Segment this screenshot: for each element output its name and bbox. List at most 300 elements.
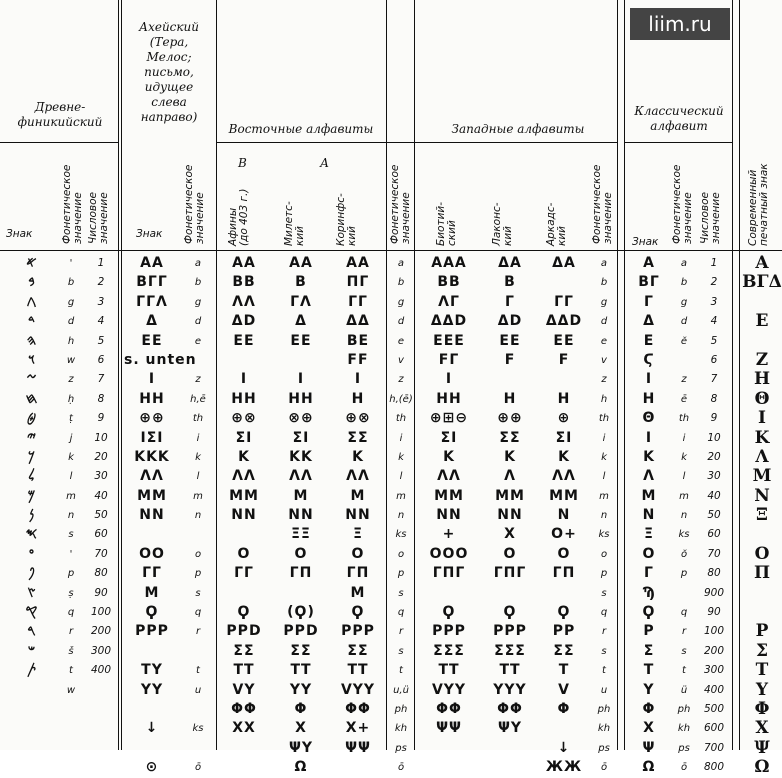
west-phon-cell: a — [600, 258, 608, 269]
east-phon-cell: k — [398, 451, 404, 463]
cls-num-cell: 900 — [703, 586, 725, 599]
cls-phon-cell: ō — [680, 762, 688, 774]
boe-sign-cell: Ι — [445, 371, 453, 388]
boe-sign-cell: ΣΙ — [440, 429, 458, 446]
ach-phon-cell: r — [195, 626, 201, 638]
mil-sign-cell: Ι — [297, 371, 305, 388]
cor-sign-cell: ΡΡΡ — [341, 623, 375, 640]
modern-cell: ΒΓΔ — [742, 272, 782, 293]
west-phon-cell: b — [600, 277, 608, 289]
phoen-sign-cell: 𐤍 — [28, 507, 36, 524]
phoen-sign-cell: 𐤕 — [26, 662, 38, 679]
mil-sign-cell: Μ — [293, 487, 309, 504]
west-phon-cell: e — [600, 335, 608, 347]
rule-groups — [216, 142, 617, 143]
ach-phon-cell: l — [196, 471, 200, 483]
header-rule — [0, 250, 782, 251]
phoen-phon-cell: ' — [69, 258, 73, 269]
cls-sign-cell: Κ — [643, 448, 655, 465]
ath-sign-cell: Ι — [240, 371, 248, 388]
ath-sign-cell: ΝΝ — [231, 507, 257, 524]
phoen-num-cell: 20 — [94, 450, 108, 463]
east-phon-cell: z — [398, 374, 404, 386]
ach-phon-cell: e — [194, 335, 202, 347]
west-phon-cell: n — [600, 510, 608, 522]
west-phon-cell: z — [601, 374, 607, 386]
phoen-sign-cell: 𐤌 — [27, 487, 37, 504]
phoen-num-cell: 300 — [90, 644, 112, 657]
col-achaean-sign — [124, 254, 197, 778]
mil-sign-cell: Φ — [294, 700, 308, 717]
boe-sign-cell: ΒΒ — [437, 274, 461, 291]
phoen-sign-cell: 𐤑 — [27, 584, 37, 601]
east-phon-cell: b — [397, 277, 405, 289]
phoen-num-cell: 1 — [97, 257, 105, 269]
cor-sign-cell: Ο — [351, 545, 365, 562]
cls-num-cell: 4 — [710, 315, 718, 328]
group-eastern: Восточные алфавиты — [228, 122, 374, 136]
arc-sign-cell — [538, 719, 590, 738]
cls-sign-cell: Ρ — [643, 623, 655, 640]
phoen-num-cell: 70 — [94, 547, 108, 560]
subgroup-a: А — [320, 156, 330, 170]
lac-sign-cell: ΔD — [497, 313, 523, 330]
lac-sign-cell: ⊕⊕ — [497, 410, 523, 427]
cls-num-cell: 500 — [703, 702, 725, 715]
arc-sign-cell: Η — [557, 390, 571, 407]
cls-sign-cell: Ε — [643, 332, 655, 349]
col-western-phonetic — [592, 254, 616, 778]
boe-sign-cell: ΛΓ — [438, 293, 460, 310]
phoen-phon-cell: ṭ — [69, 413, 73, 425]
ach-phon-cell: p — [194, 568, 202, 580]
phoen-num-cell: 90 — [94, 586, 108, 599]
subgroup-b: В — [238, 156, 247, 170]
phoen-num-cell: 2 — [97, 276, 105, 289]
arc-sign-cell: ΣΙ — [555, 429, 573, 446]
lac-sign-cell: ΓΠΓ — [493, 565, 527, 582]
boe-sign-cell — [416, 584, 482, 603]
modern-cell: Σ — [755, 640, 769, 661]
cls-sign-cell: Ν — [642, 507, 656, 524]
phoen-num-cell: 80 — [94, 567, 108, 580]
west-phon-cell: ph — [597, 703, 611, 715]
boe-sign-cell: ΜΜ — [434, 487, 464, 504]
modern-cell: Φ — [754, 698, 770, 719]
header-sign-phoenician: Знак — [6, 228, 33, 240]
cls-phon-cell: r — [681, 626, 687, 638]
mil-sign-cell: Δ — [295, 313, 307, 330]
mil-sign-cell: ⊗⊕ — [288, 410, 314, 427]
cls-num-cell: 80 — [707, 567, 721, 580]
boe-sign-cell: ΕΕΕ — [433, 332, 465, 349]
divider-classical-double — [739, 0, 740, 750]
east-phon-cell: q — [397, 607, 405, 619]
lac-sign-cell: Λ — [504, 468, 516, 485]
cls-phon-cell: ü — [680, 684, 688, 696]
east-phon-cell: g — [397, 296, 405, 308]
cls-sign-cell: Ψ — [642, 739, 656, 756]
phoen-phon-cell: m — [66, 490, 76, 502]
boe-sign-cell: Ϙ — [442, 604, 456, 621]
ach-phon-cell: d — [194, 316, 202, 328]
west-phon-cell: kh — [597, 723, 611, 735]
cls-phon-cell: l — [682, 471, 686, 483]
header-athens: Афины (до 403 г.) — [227, 188, 250, 246]
arc-sign-cell: Ο — [557, 545, 571, 562]
arc-sign-cell: ΡΡ — [552, 623, 576, 640]
divider-eastern — [386, 0, 387, 750]
boe-sign-cell: FΓ — [438, 351, 460, 368]
phoen-phon-cell: ' — [69, 548, 73, 560]
mil-sign-cell: (Ϙ) — [287, 604, 315, 621]
boe-sign-cell: ΨΨ — [436, 720, 462, 737]
ath-sign-cell: ΦΦ — [231, 700, 257, 717]
cor-sign-cell: ΣΣ — [347, 642, 369, 659]
ach-phon-cell: o — [194, 548, 202, 560]
cor-sign-cell: ΓΠ — [346, 565, 370, 582]
modern-cell: Ω — [754, 757, 770, 778]
cls-sign-cell: Γ — [644, 565, 654, 582]
ach-sign-cell: ⊕⊕ — [139, 410, 165, 427]
divider-phoenician-double — [121, 0, 122, 750]
col-eastern-phonetic — [388, 254, 414, 778]
group-classical: Классический алфавит — [634, 104, 724, 133]
cls-sign-cell: Σ — [643, 642, 655, 659]
boe-sign-cell: ΗΗ — [436, 390, 462, 407]
divider-eastern-phon — [414, 0, 415, 750]
lac-sign-cell: Κ — [504, 448, 516, 465]
arc-sign-cell: V — [558, 681, 570, 698]
arc-sign-cell: ↓ — [557, 739, 571, 756]
boe-sign-cell: ΣΣΣ — [433, 642, 465, 659]
ath-sign-cell — [218, 739, 270, 758]
ach-sign-cell: ΛΛ — [140, 468, 164, 485]
cls-num-cell: 5 — [710, 334, 718, 347]
mil-sign-cell: ΝΝ — [288, 507, 314, 524]
ach-sign-cell: ΓΓΛ — [136, 293, 168, 310]
cls-phon-cell: m — [679, 490, 689, 502]
cls-num-cell: 600 — [703, 722, 725, 735]
cls-sign-cell: Τ — [643, 662, 655, 679]
header-laconian: Лаконс- кий — [491, 202, 514, 246]
ach-phon-cell: i — [196, 432, 200, 444]
ach-sign-cell: ΤΥ — [141, 662, 163, 679]
phoen-num-cell: 30 — [94, 470, 108, 483]
east-phon-cell: ō — [397, 762, 405, 774]
modern-cell — [742, 603, 782, 622]
boe-sign-cell: ΟΟΟ — [429, 545, 469, 562]
arc-sign-cell: Ϙ — [557, 604, 571, 621]
arc-sign-cell: Τ — [558, 662, 570, 679]
boe-sign-cell: ΔΔD — [430, 313, 468, 330]
cor-sign-cell: ΔΔ — [346, 313, 370, 330]
phoen-num-cell: 60 — [94, 528, 108, 541]
phoen-num-cell: 4 — [97, 315, 105, 328]
ach-phon-cell: m — [193, 490, 203, 502]
cls-sign-cell: Ι — [645, 429, 653, 446]
header-modern: Современный печатный знак — [747, 163, 770, 246]
modern-cell: Λ — [755, 446, 769, 467]
phoen-sign-cell: 𐤁 — [28, 274, 36, 291]
col-phoenician-phonetic — [60, 254, 82, 700]
header-phonetic-phoenician: Фонетическое значение — [61, 164, 84, 244]
cls-sign-cell: Θ — [642, 410, 656, 427]
lac-sign-cell: ΝΝ — [497, 507, 523, 524]
east-phon-cell: p — [397, 568, 405, 580]
ath-sign-cell: Ϙ — [237, 604, 251, 621]
col-athens-sign — [218, 254, 270, 778]
cls-phon-cell: g — [680, 296, 688, 308]
modern-cell: Χ — [755, 718, 769, 739]
modern-cell: Ι — [758, 408, 766, 429]
east-phon-cell: th — [395, 413, 407, 425]
lac-sign-cell: ΥΥΥ — [493, 681, 527, 698]
divider-western-double — [624, 0, 625, 750]
ath-sign-cell: ΣΙ — [235, 429, 253, 446]
ach-phon-cell: b — [194, 277, 202, 289]
phoen-phon-cell: r — [68, 626, 74, 638]
east-phon-cell: h,(ē) — [389, 393, 413, 405]
cls-phon-cell: b — [680, 277, 688, 289]
phoen-num-cell: 200 — [90, 625, 112, 638]
col-laconian-sign — [484, 254, 536, 778]
cls-sign-cell: Υ — [643, 681, 655, 698]
divider-phoenician — [118, 0, 119, 750]
col-modern — [742, 254, 782, 778]
cls-num-cell: 100 — [703, 625, 725, 638]
east-phon-cell: d — [397, 316, 405, 328]
lac-sign-cell: ΦΦ — [497, 700, 523, 717]
modern-cell — [742, 525, 782, 544]
cls-sign-cell: Δ — [643, 313, 655, 330]
mil-sign-cell: Ο — [294, 545, 308, 562]
ach-sign-cell — [124, 739, 180, 758]
mil-sign-cell: ΓΠ — [289, 565, 313, 582]
header-sign-classical: Знак — [632, 236, 659, 248]
cls-phon-cell: ē — [680, 393, 688, 405]
cls-num-cell: 6 — [710, 353, 718, 366]
mil-sign-cell: ΨΥ — [288, 739, 314, 756]
boe-sign-cell: ΛΛ — [437, 468, 461, 485]
ath-sign-cell: ΡΡD — [226, 623, 262, 640]
ach-sign-cell: Ι — [148, 371, 156, 388]
cls-phon-cell: d — [680, 316, 688, 328]
phoen-phon-cell: z — [68, 374, 74, 386]
west-phon-cell: t — [602, 665, 606, 677]
lac-sign-cell — [484, 370, 536, 389]
west-phon-cell: o — [600, 548, 608, 560]
phoen-num-cell: 9 — [97, 412, 105, 425]
lac-sign-cell: ΤΤ — [499, 662, 521, 679]
phoen-sign-cell: 𐤇 — [25, 390, 39, 407]
cor-sign-cell: Η — [351, 390, 365, 407]
phoen-sign-cell: 𐤏 — [28, 545, 36, 562]
ath-sign-cell — [218, 584, 270, 603]
cls-num-cell: 70 — [707, 547, 721, 560]
header-phonetic-achaean: Фонетическое значение — [183, 164, 206, 244]
west-phon-cell: s — [601, 645, 607, 657]
lac-sign-cell: ΡΡΡ — [493, 623, 527, 640]
lac-sign-cell: ΕΕ — [499, 332, 521, 349]
west-phon-cell: g — [600, 296, 608, 308]
phoen-sign-cell: 𐤋 — [28, 468, 36, 485]
cls-phon-cell: i — [682, 432, 686, 444]
phoen-phon-cell: j — [69, 432, 73, 444]
boe-sign-cell — [416, 739, 482, 758]
mil-sign-cell: ΤΤ — [290, 662, 312, 679]
cls-num-cell: 50 — [707, 509, 721, 522]
arc-sign-cell — [538, 584, 590, 603]
ach-sign-cell: Μ — [144, 584, 160, 601]
cls-phon-cell: z — [681, 374, 687, 386]
ach-sign-cell: ΕΕ — [141, 332, 163, 349]
cls-phon-cell — [672, 351, 696, 370]
cor-sign-cell: ΛΛ — [346, 468, 370, 485]
cor-sign-cell: ΠΓ — [346, 274, 370, 291]
cls-sign-cell: Λ — [643, 468, 655, 485]
phoen-phon-cell: š — [68, 645, 74, 657]
cor-sign-cell: Κ — [352, 448, 364, 465]
col-classical-phonetic — [672, 254, 696, 778]
phoen-phon-cell: h — [67, 335, 75, 347]
boe-sign-cell: ΤΤ — [438, 662, 460, 679]
cor-sign-cell: ΓΓ — [348, 293, 368, 310]
cor-sign-cell: ΤΤ — [347, 662, 369, 679]
modern-cell: Ζ — [755, 349, 769, 370]
cls-num-cell: 30 — [707, 470, 721, 483]
cls-sign-cell: Ο — [642, 545, 656, 562]
cor-sign-cell: ΑΑ — [346, 255, 370, 271]
divider-achaean — [216, 0, 217, 750]
ach-phon-cell — [182, 351, 214, 370]
phoen-num-cell: 400 — [90, 664, 112, 677]
phoen-sign-cell: 𐤃 — [28, 313, 36, 330]
header-phonetic-classical: Фонетическое значение — [671, 164, 694, 244]
lac-sign-cell: ΔΑ — [498, 255, 522, 271]
modern-cell — [742, 293, 782, 312]
ath-sign-cell: ⊕⊗ — [231, 410, 257, 427]
lac-sign-cell: Β — [504, 274, 516, 291]
rule-classical — [624, 142, 732, 143]
ach-phon-cell — [182, 700, 214, 719]
ach-sign-cell: Δ — [146, 313, 158, 330]
boe-sign-cell: ΡΡΡ — [432, 623, 466, 640]
phoen-num-cell: 8 — [97, 392, 105, 405]
modern-cell: Μ — [752, 466, 772, 487]
modern-cell: Α — [755, 253, 769, 273]
mil-sign-cell: ΣΣ — [290, 642, 312, 659]
lac-sign-cell: Ϙ — [503, 604, 517, 621]
west-phon-cell: ō — [600, 762, 608, 774]
mil-sign-cell: ΞΞ — [291, 526, 311, 543]
phoen-phon-cell: w — [66, 684, 76, 696]
phoen-num-cell: 3 — [97, 295, 105, 308]
ach-phon-cell: a — [194, 258, 202, 269]
arc-sign-cell: F — [558, 351, 570, 368]
modern-cell: Τ — [755, 660, 769, 681]
cls-phon-cell: a — [680, 258, 688, 269]
phoen-phon-cell: q — [67, 607, 75, 619]
ach-sign-cell: ΥΥ — [140, 681, 164, 698]
ach-sign-cell: Ϙ — [145, 604, 159, 621]
cls-num-cell: 1 — [710, 257, 718, 269]
mil-sign-cell: ΛΛ — [289, 468, 313, 485]
cls-phon-cell: p — [680, 568, 688, 580]
divider-western — [617, 0, 618, 750]
mil-sign-cell — [272, 584, 330, 603]
east-phon-cell: t — [399, 665, 403, 677]
phoen-phon-cell: d — [67, 316, 75, 328]
phoen-num-cell: 6 — [97, 353, 105, 366]
divider-classical — [732, 0, 733, 750]
ach-phon-cell: t — [196, 665, 200, 677]
phoen-phon-cell: g — [67, 296, 75, 308]
ach-sign-cell: ΙΣΙ — [140, 429, 164, 446]
ath-sign-cell: Κ — [238, 448, 250, 465]
modern-cell: Π — [753, 563, 771, 584]
cls-phon-cell: ŏ — [680, 548, 688, 560]
col-achaean-phonetic — [182, 254, 214, 778]
cls-sign-cell: Ι — [645, 371, 653, 388]
ach-sign-cell: s. unten — [124, 351, 197, 368]
header-phonetic-eastern: Фонетическое значение — [389, 164, 412, 244]
ath-sign-cell: VΥ — [232, 681, 256, 698]
east-phon-cell: kh — [394, 723, 408, 735]
cls-phon-cell: ps — [678, 742, 690, 754]
header-numeric-classical: Числовое значение — [699, 191, 722, 244]
ach-phon-cell — [182, 642, 214, 661]
header-phonetic-western: Фонетическое значение — [591, 164, 614, 244]
boe-sign-cell: ΑΑΑ — [431, 255, 467, 271]
cls-num-cell: 400 — [703, 683, 725, 696]
rule-phoenician — [0, 142, 118, 143]
lac-sign-cell: ΣΣ — [499, 429, 521, 446]
phoen-sign-cell: 𐤎 — [25, 526, 39, 543]
lac-sign-cell: ΨΥ — [497, 720, 523, 737]
mil-sign-cell: ΣΙ — [292, 429, 310, 446]
lac-sign-cell: ΜΜ — [495, 487, 525, 504]
cls-sign-cell: Ϡ — [642, 584, 656, 601]
phoen-sign-cell — [8, 681, 56, 700]
ach-sign-cell: ↓ — [145, 720, 159, 737]
col-boeotian-sign — [416, 254, 482, 778]
phoen-phon-cell: ḥ — [67, 393, 75, 405]
ach-phon-cell: g — [194, 296, 202, 308]
cor-sign-cell: Μ — [350, 487, 366, 504]
ach-sign-cell: ΟΟ — [139, 545, 165, 562]
phoen-sign-cell: 𐤆 — [26, 371, 38, 388]
col-corinth-sign — [330, 254, 386, 778]
cls-num-cell: 40 — [707, 489, 721, 502]
ach-sign-cell: ΗΗ — [139, 390, 165, 407]
west-phon-cell: d — [600, 316, 608, 328]
mil-sign-cell: ΚΚ — [289, 448, 313, 465]
modern-cell: Η — [753, 369, 771, 390]
phoen-phon-cell: l — [69, 471, 73, 483]
modern-cell — [742, 584, 782, 603]
ach-sign-cell: ΓΓ — [142, 565, 162, 582]
arc-sign-cell: ΔΔD — [545, 313, 583, 330]
mil-sign-cell: ΓΛ — [290, 293, 312, 310]
phoen-phon-cell: n — [67, 510, 75, 522]
arc-sign-cell: Ν — [557, 507, 571, 524]
modern-cell: Ο — [754, 543, 770, 564]
ach-phon-cell: th — [192, 413, 204, 425]
ach-phon-cell: s — [195, 587, 201, 599]
phoen-num-cell: 7 — [97, 373, 105, 386]
lac-sign-cell: Γ — [505, 293, 515, 310]
